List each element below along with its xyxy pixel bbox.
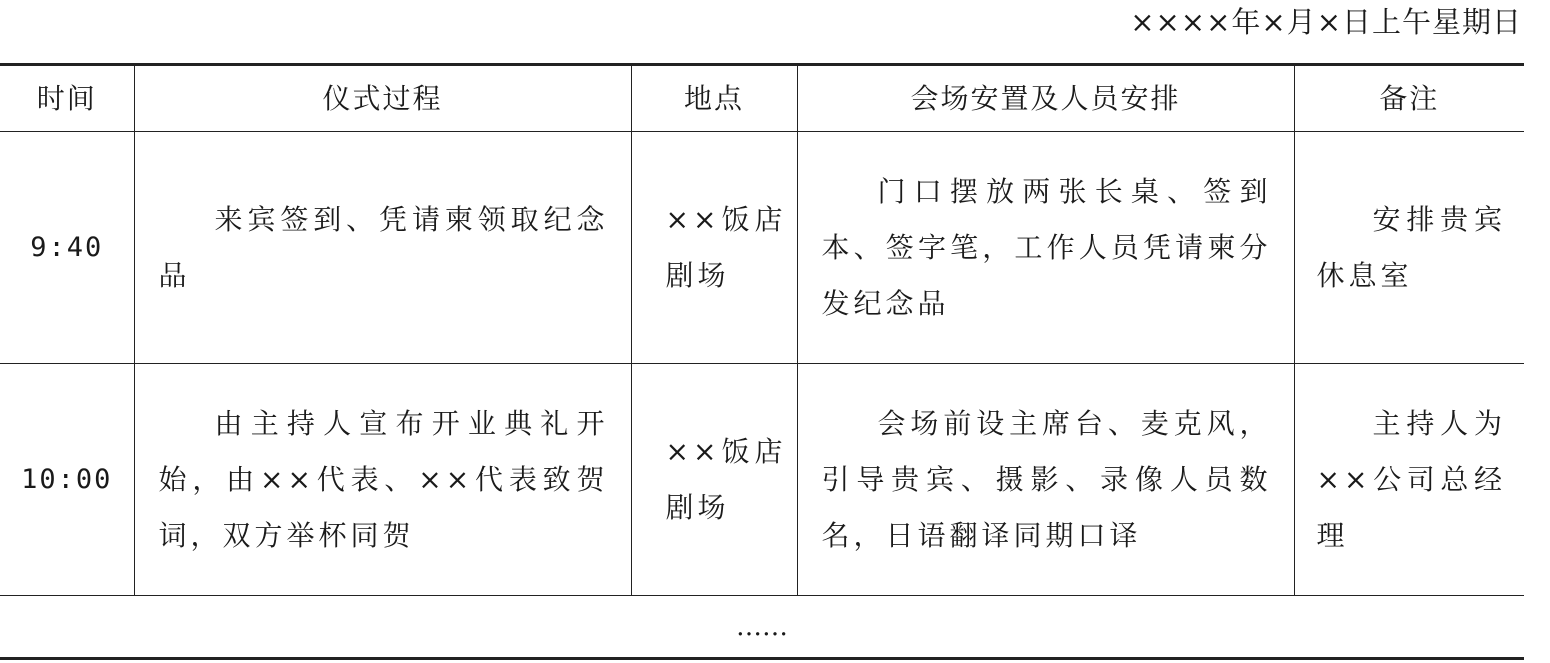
cell-notes-text: 主持人为××公司总经理 — [1316, 406, 1506, 552]
cell-time: 10:00 — [0, 364, 134, 596]
cell-notes — [1294, 364, 1524, 596]
continuation-ellipsis: …… — [0, 596, 1524, 659]
header-location: 地点 — [631, 65, 797, 132]
header-arrangement: 会场安置及人员安排 — [797, 65, 1294, 132]
cell-notes — [1294, 132, 1524, 364]
cell-process — [134, 132, 631, 364]
cell-location: ××饭店剧场 — [631, 364, 797, 596]
cell-arrangement — [797, 132, 1294, 364]
header-notes: 备注 — [1294, 65, 1524, 132]
table-body — [0, 132, 1524, 659]
table-row — [0, 132, 1524, 364]
cell-arrangement-text: 会场前设主席台、麦克风，引导贵宾、摄影、录像人员数名，日语翻译同期口译 — [821, 406, 1272, 552]
cell-time: 9:40 — [0, 132, 134, 364]
table-header — [0, 65, 1524, 132]
cell-notes-text: 安排贵宾休息室 — [1316, 202, 1506, 292]
cell-arrangement — [797, 364, 1294, 596]
cell-process — [134, 364, 631, 596]
header-process: 仪式过程 — [134, 65, 631, 132]
cell-location: ××饭店剧场 — [631, 132, 797, 364]
cell-arrangement-text: 门口摆放两张长桌、签到本、签字笔，工作人员凭请柬分发纪念品 — [821, 174, 1272, 320]
cell-process-text: 由主持人宣布开业典礼开始，由××代表、××代表致贺词，双方举杯同贺 — [158, 406, 609, 552]
header-row — [0, 65, 1524, 132]
ceremony-schedule-table — [0, 63, 1524, 660]
cell-process-text: 来宾签到、凭请柬领取纪念品 — [158, 202, 609, 292]
continuation-row — [0, 596, 1524, 659]
table-row — [0, 364, 1524, 596]
date-line: ××××年×月×日上午星期日 — [1130, 5, 1522, 39]
header-time: 时间 — [0, 65, 134, 132]
